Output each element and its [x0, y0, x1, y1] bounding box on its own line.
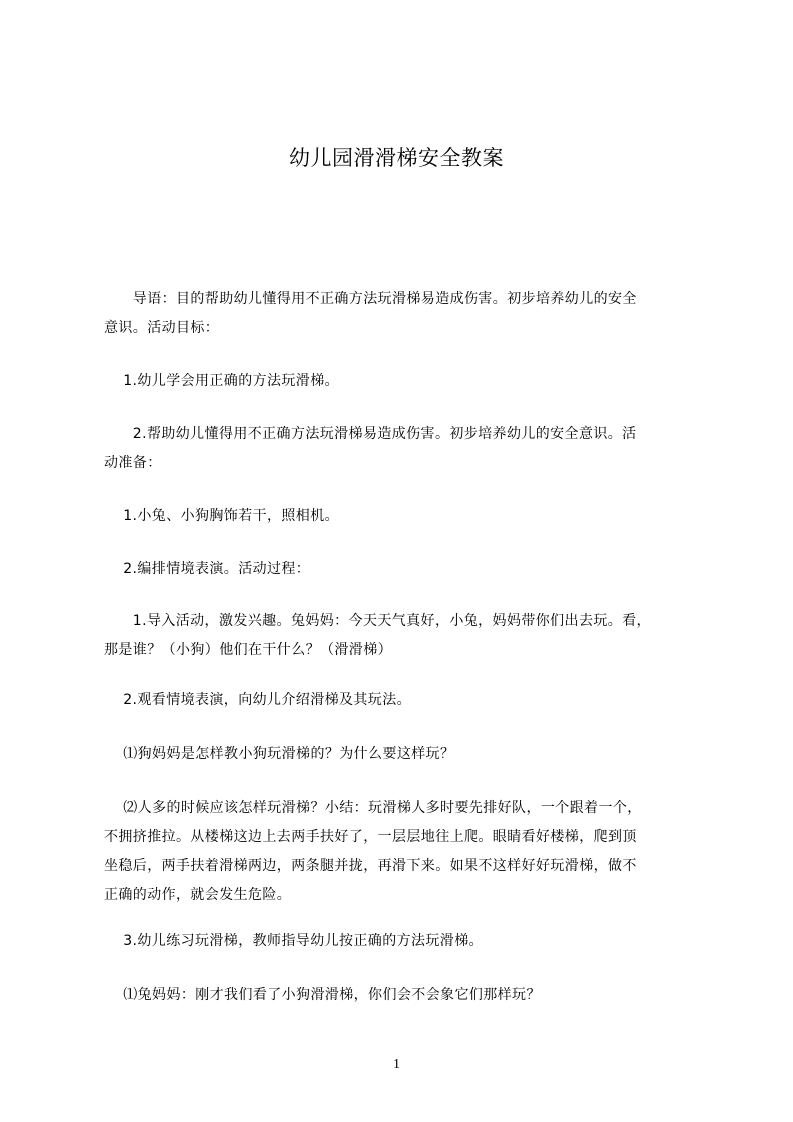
- text-line: 3.幼儿练习玩滑梯，教师指导幼儿按正确的方法玩滑梯。: [104, 933, 484, 949]
- text-line: ⑴兔妈妈：刚才我们看了小狗滑滑梯，你们会不会象它们那样玩？: [104, 987, 541, 1003]
- text-line: 意识。活动目标：: [104, 320, 220, 336]
- paragraph-intro: [104, 285, 714, 343]
- text-line: ⑴狗妈妈是怎样教小狗玩滑梯的？为什么要这样玩？: [104, 746, 455, 762]
- text-line: 那是谁？（小狗）他们在干什么？（滑滑梯）: [104, 642, 392, 658]
- text-line: 动准备：: [104, 455, 162, 471]
- paragraph-process-1: [104, 607, 714, 665]
- paragraph-goal-1: [104, 367, 714, 396]
- text-line: 正确的动作，就会发生危险。: [104, 887, 292, 903]
- text-line: 2.帮助幼儿懂得用不正确方法玩滑梯易造成伤害。初步培养幼儿的安全意识。活: [104, 426, 637, 442]
- text-line: ⑵人多的时候应该怎样玩滑梯？小结：玩滑梯人多时要先排好队，一个跟着一个，: [104, 800, 642, 816]
- paragraph-process-3: [104, 927, 714, 956]
- text-line: 2.编排情境表演。活动过程：: [104, 561, 311, 577]
- text-line: 1.小兔、小狗胸饰若干，照相机。: [104, 508, 340, 524]
- paragraph-question-2: [104, 794, 714, 910]
- text-line: 2.观看情境表演，向幼儿介绍滑梯及其玩法。: [104, 692, 412, 708]
- page-number: 1: [393, 1057, 400, 1072]
- paragraph-prep-1: [104, 502, 714, 531]
- paragraph-question-3: [104, 981, 714, 1010]
- paragraph-prep-2: [104, 555, 714, 584]
- text-line: 导语：目的帮助幼儿懂得用不正确方法玩滑梯易造成伤害。初步培养幼儿的安全: [104, 291, 637, 307]
- text-line: 1.幼儿学会用正确的方法玩滑梯。: [104, 373, 340, 389]
- document-title: 幼儿园滑滑梯安全教案: [289, 146, 504, 170]
- text-line: 不拥挤推拉。从楼梯这边上去两手扶好了，一层层地往上爬。眼睛看好楼梯，爬到顶: [104, 829, 637, 845]
- text-line: 坐稳后，两手扶着滑梯两边，两条腿并拢，再滑下来。如果不这样好好玩滑梯，做不: [104, 858, 637, 874]
- paragraph-goal-2: [104, 420, 714, 478]
- paragraph-question-1: [104, 740, 714, 769]
- text-line: 1.导入活动，激发兴趣。兔妈妈：今天天气真好，小兔，妈妈带你们出去玩。看，: [104, 613, 651, 629]
- paragraph-process-2: [104, 686, 714, 715]
